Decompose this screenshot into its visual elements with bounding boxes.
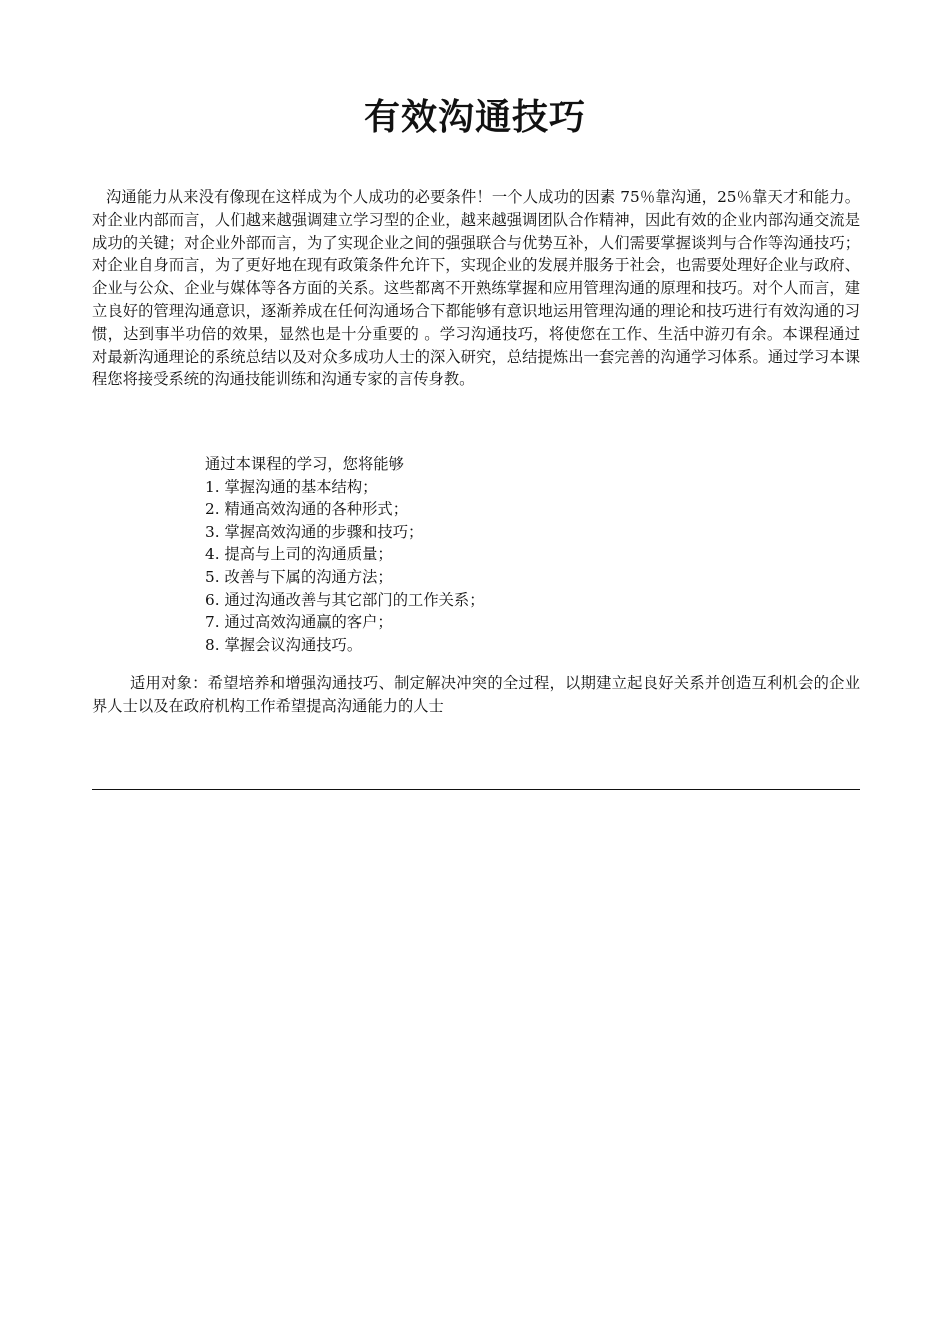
goal-item: 6. 通过沟通改善与其它部门的工作关系；: [205, 590, 485, 609]
goals-list: [205, 453, 805, 656]
goal-item: 7. 通过高效沟通赢的客户；: [205, 613, 393, 632]
intro-paragraph: 沟通能力从来没有像现在这样成为个人成功的必要条件！一个人成功的因素 75％靠沟通，25％靠天才和能力。对企业内部而言，人们越来越强调建立学习型的企业，越来越强调团队合作精神，因此有效的企业内部沟通交流是成功的关键；对企业外部而言，为了实现企业之间的强强联合与优势互补，人们需要掌握谈判与合作等沟通技巧；对企业自身而言，为了更好地在现有政策条件允许下，实现企业的发展并服务于社会，也需要处理好企业与政府、企业与公众、企业与媒体等各方面的关系。这些都离不开熟练掌握和应用管理沟通的原理和技巧。对个人而言，建立良好的管理沟通意识，逐渐养成在任何沟通场合下都能够有意识地运用管理沟通的理论和技巧进行有效沟通的习惯，达到事半功倍的效果，显然也是十分重要的 。学习沟通技巧，将使您在工作、生活中游刃有余。本课程通过对最新沟通理论的系统总结以及对众多成功人士的深入研究，总结提炼出一套完善的沟通学习体系。通过学习本课程您将接受系统的沟通技能训练和沟通专家的言传身教。: [92, 188, 860, 389]
goal-item: 4. 提高与上司的沟通质量；: [205, 545, 393, 564]
goal-item: 8. 掌握会议沟通技巧。: [205, 635, 363, 654]
goal-item: 2. 精通高效沟通的各种形式；: [205, 500, 409, 519]
goal-item: 3. 掌握高效沟通的步骤和技巧；: [205, 522, 424, 541]
goals-heading: 通过本课程的学习，您将能够: [205, 455, 404, 473]
audience-paragraph: 适用对象：希望培养和增强沟通技巧、制定解决冲突的全过程，以期建立起良好关系并创造互利机会的企业界人士以及在政府机构工作希望提高沟通能力的人士: [92, 674, 860, 715]
goal-item: 5. 改善与下属的沟通方法；: [205, 567, 393, 586]
horizontal-divider: [92, 789, 860, 790]
document-title: 有效沟通技巧: [363, 97, 586, 138]
goal-item: 1. 掌握沟通的基本结构；: [205, 477, 378, 496]
